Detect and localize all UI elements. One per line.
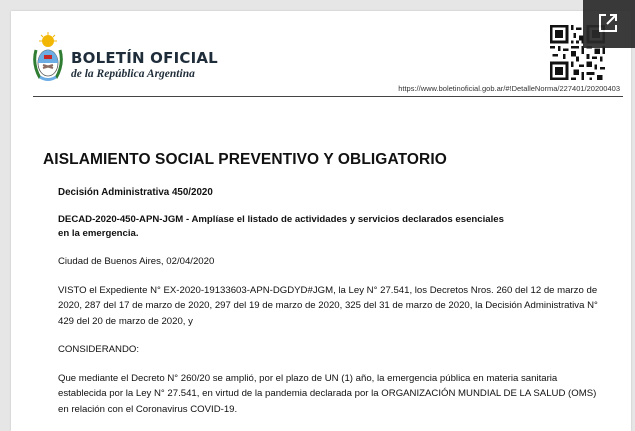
decision-number: Decisión Administrativa 450/2020 [58, 187, 213, 198]
considerando-heading: CONSIDERANDO: [58, 344, 140, 355]
argentina-coat-of-arms-icon [31, 32, 65, 84]
brand-title: BOLETÍN OFICIAL [71, 49, 218, 67]
decision-title-line-2: en la emergencia. [58, 228, 139, 239]
document-page [11, 11, 631, 431]
considerando-paragraph-1: Que mediante el Decreto N° 260/20 se amplió, por el plazo de UN (1) año, la emergencia pública en materia sanitaria establecida por la Ley N° 27.541, en virtud de la pandemia declarada por la ORGANIZACIÓN MUNDIAL DE LA SALUD (OMS) en relación con el Coronavirus COVID-19. [58, 372, 597, 415]
visto-paragraph: VISTO el Expediente N° EX-2020-19133603-APN-DGDYD#JGM, la Ley N° 27.541, los Decretos Nros. 260 del 12 de marzo de 2020, 287 del 17 de marzo de 2020, 297 del 19 de marzo de 2020, 325 del 31 de marzo de 2020, la Decisión Administrativa N° 429 del 20 de marzo de 2020, y [58, 284, 598, 327]
decision-title-line-1: DECAD-2020-450-APN-JGM - Amplíase el listado de actividades y servicios declarados esenciales [58, 214, 504, 225]
brand-subtitle: de la República Argentina [71, 68, 195, 80]
document-body [43, 151, 603, 417]
document-title: AISLAMIENTO SOCIAL PREVENTIVO Y OBLIGATORIO [43, 151, 447, 168]
header-divider [33, 96, 623, 97]
document-url[interactable]: https://www.boletinoficial.gob.ar/#!DetalleNorma/227401/20200403 [398, 84, 620, 93]
open-external-icon [597, 12, 619, 34]
decision-title [58, 213, 533, 241]
place-date: Ciudad de Buenos Aires, 02/04/2020 [58, 256, 215, 267]
open-external-button[interactable] [583, 0, 635, 48]
document-header [11, 11, 631, 111]
